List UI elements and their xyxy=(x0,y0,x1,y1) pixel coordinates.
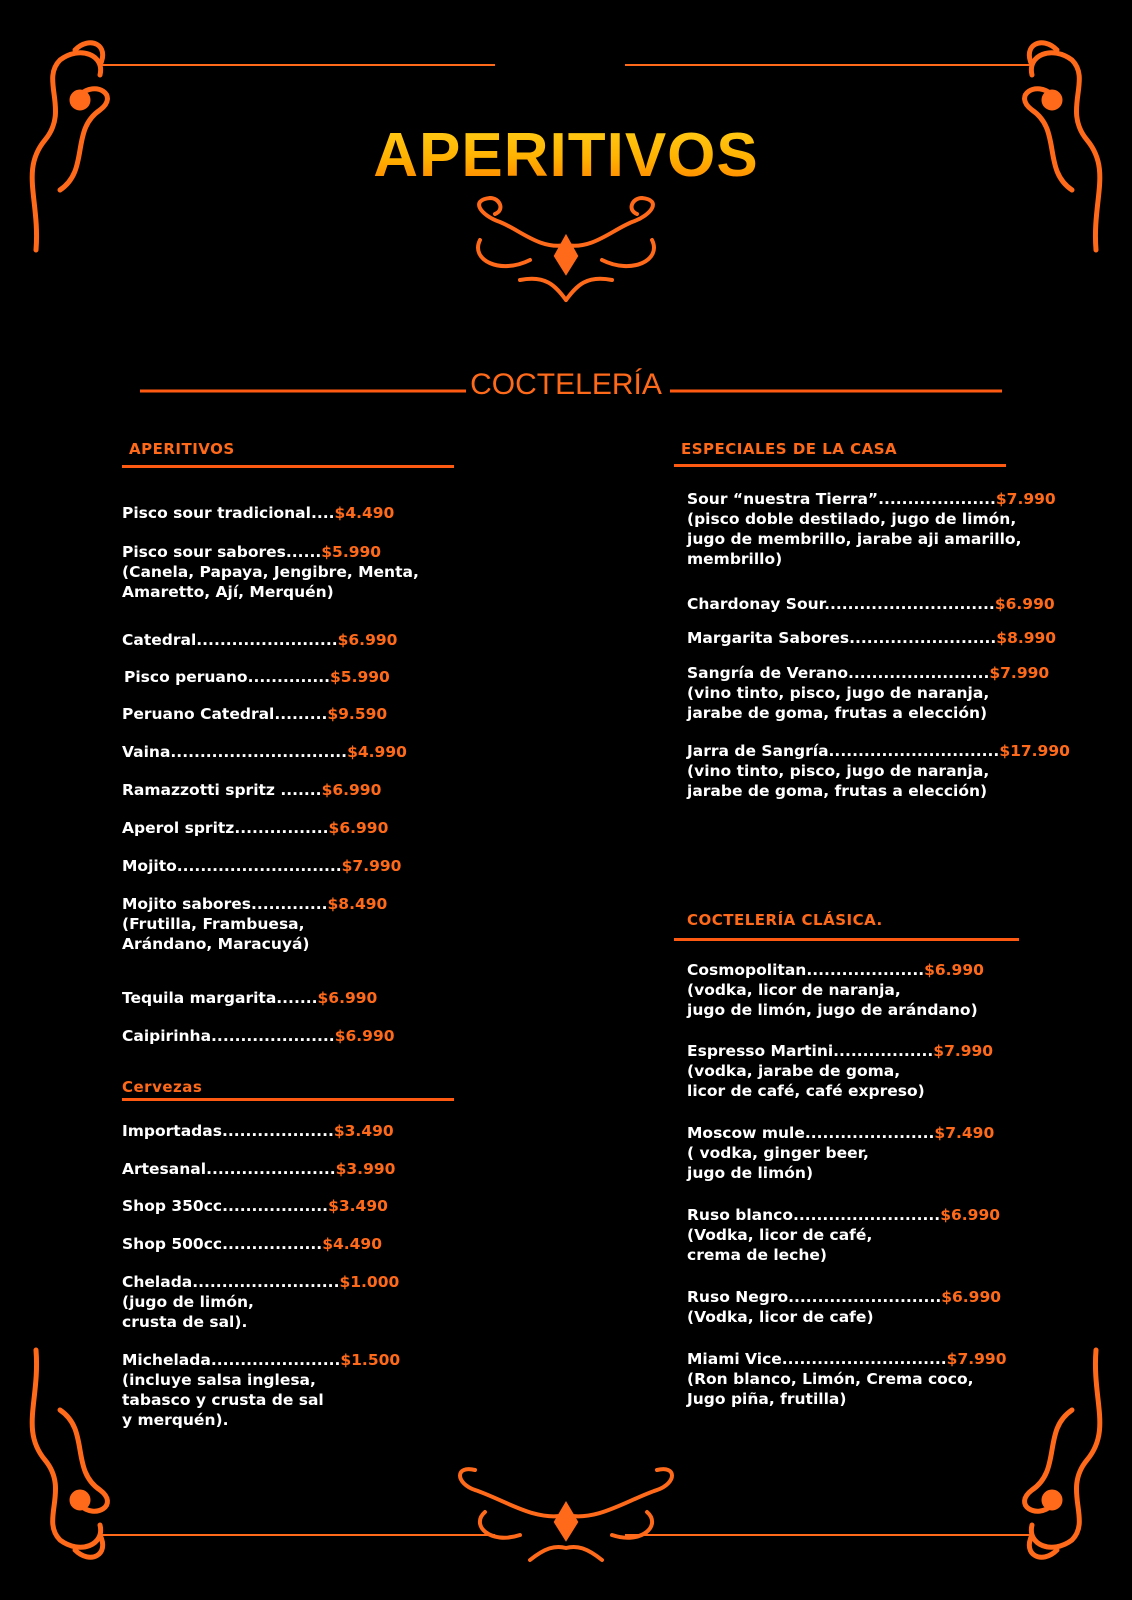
price: $7.990 xyxy=(989,664,1050,682)
menu-item: Shop 350cc..................$3.490 xyxy=(122,1197,388,1215)
price: $4.490 xyxy=(334,504,395,522)
menu-item: Shop 500cc.................$4.490 xyxy=(122,1235,383,1253)
category-heading-aperitivos: APERITIVOS xyxy=(129,440,235,458)
menu-item: Moscow mule......................$7.490 ( vodka, ginger beer, jugo de limón) xyxy=(687,1124,995,1182)
price: $3.490 xyxy=(333,1122,394,1140)
menu-item: Jarra de Sangría.............................$17.990 (vino tinto, pisco, jugo de naranja, jarabe de goma, frutas a elección) xyxy=(687,742,1070,800)
price: $3.990 xyxy=(335,1160,396,1178)
price: $1.500 xyxy=(340,1351,401,1369)
menu-item: Chelada.........................$1.000 (jugo de limón, crusta de sal). xyxy=(122,1273,400,1331)
menu-item: Tequila margarita.......$6.990 xyxy=(122,989,378,1007)
category-heading-especiales: ESPECIALES DE LA CASA xyxy=(681,440,898,458)
menu-item: Aperol spritz................$6.990 xyxy=(122,819,389,837)
menu-item: Peruano Catedral.........$9.590 xyxy=(122,705,388,723)
title-flourish-icon xyxy=(478,198,654,300)
price: $6.990 xyxy=(317,989,378,1007)
menu-item: Catedral........................$6.990 xyxy=(122,631,398,649)
bottom-flourish-icon xyxy=(460,1469,672,1560)
price: $7.990 xyxy=(933,1042,994,1060)
menu-item: Cosmopolitan....................$6.990 (vodka, licor de naranja, jugo de limón, jugo de arándano) xyxy=(687,961,984,1019)
price: $6.990 xyxy=(337,631,398,649)
menu-item: Vaina..............................$4.990 xyxy=(122,743,407,761)
price: $6.990 xyxy=(941,1288,1002,1306)
category-divider xyxy=(122,465,454,468)
menu-item: Mojito sabores.............$8.490 (Frutilla, Frambuesa, Arándano, Maracuyá) xyxy=(122,895,388,953)
menu-item: Importadas...................$3.490 xyxy=(122,1122,394,1140)
price: $6.990 xyxy=(994,595,1055,613)
menu-item: Pisco sour tradicional....$4.490 xyxy=(122,504,395,522)
price: $6.990 xyxy=(328,819,389,837)
price: $6.990 xyxy=(924,961,984,979)
price: $4.990 xyxy=(347,743,407,761)
price: $6.990 xyxy=(940,1206,1001,1224)
price: $7.990 xyxy=(946,1350,1007,1368)
category-divider xyxy=(674,938,1019,941)
price: $6.990 xyxy=(321,781,382,799)
price: $8.490 xyxy=(327,895,388,913)
menu-item: Sangría de Verano........................$7.990 (vino tinto, pisco, jugo de naranja, jarabe de goma, frutas a elección) xyxy=(687,664,1050,722)
menu-item: Ruso blanco.........................$6.990 (Vodka, licor de café, crema de leche) xyxy=(687,1206,1001,1264)
price: $5.990 xyxy=(321,543,382,561)
menu-item: Miami Vice............................$7.990 (Ron blanco, Limón, Crema coco, Jugo piña, frutilla) xyxy=(687,1350,1007,1408)
menu-item: Artesanal......................$3.990 xyxy=(122,1160,396,1178)
category-heading-clasica: COCTELERÍA CLÁSICA. xyxy=(687,911,883,929)
price: $1.000 xyxy=(339,1273,400,1291)
menu-item: Espresso Martini.................$7.990 (vodka, jarabe de goma, licor de café, café expreso) xyxy=(687,1042,994,1100)
corner-flourish-icon xyxy=(32,1350,107,1557)
category-divider xyxy=(674,464,1006,467)
menu-item: Pisco sour sabores......$5.990 (Canela, Papaya, Jengibre, Menta, Amaretto, Ají, Merquén) xyxy=(122,543,419,601)
menu-item: Sour “nuestra Tierra”....................$7.990 (pisco doble destilado, jugo de limón, jugo de membrillo, jarabe aji amarillo, membrillo) xyxy=(687,490,1056,568)
page-title: APERITIVOS xyxy=(0,120,1132,191)
price: $3.490 xyxy=(328,1197,388,1215)
price: $8.990 xyxy=(996,629,1057,647)
price: $5.990 xyxy=(330,668,390,686)
corner-flourish-icon xyxy=(1025,1350,1100,1557)
price: $17.990 xyxy=(999,742,1070,760)
price: $4.490 xyxy=(322,1235,383,1253)
menu-item: Chardonay Sour.............................$6.990 xyxy=(687,595,1055,613)
menu-item: Pisco peruano..............$5.990 xyxy=(124,668,390,686)
section-title: COCTELERÍA xyxy=(470,368,662,401)
menu-item: Ruso Negro..........................$6.990 (Vodka, licor de cafe) xyxy=(687,1288,1002,1326)
price: $9.590 xyxy=(327,705,388,723)
price: $7.490 xyxy=(934,1124,995,1142)
menu-item: Caipirinha.....................$6.990 xyxy=(122,1027,395,1045)
price: $7.990 xyxy=(995,490,1056,508)
category-heading-cervezas: Cervezas xyxy=(122,1078,203,1096)
menu-item: Michelada......................$1.500 (incluye salsa inglesa, tabasco y crusta de sal y merquén). xyxy=(122,1351,401,1429)
price: $7.990 xyxy=(341,857,402,875)
menu-item: Mojito............................$7.990 xyxy=(122,857,402,875)
menu-item: Ramazzotti spritz .......$6.990 xyxy=(122,781,382,799)
price: $6.990 xyxy=(334,1027,395,1045)
menu-item: Margarita Sabores.........................$8.990 xyxy=(687,629,1057,647)
category-divider xyxy=(122,1098,454,1101)
